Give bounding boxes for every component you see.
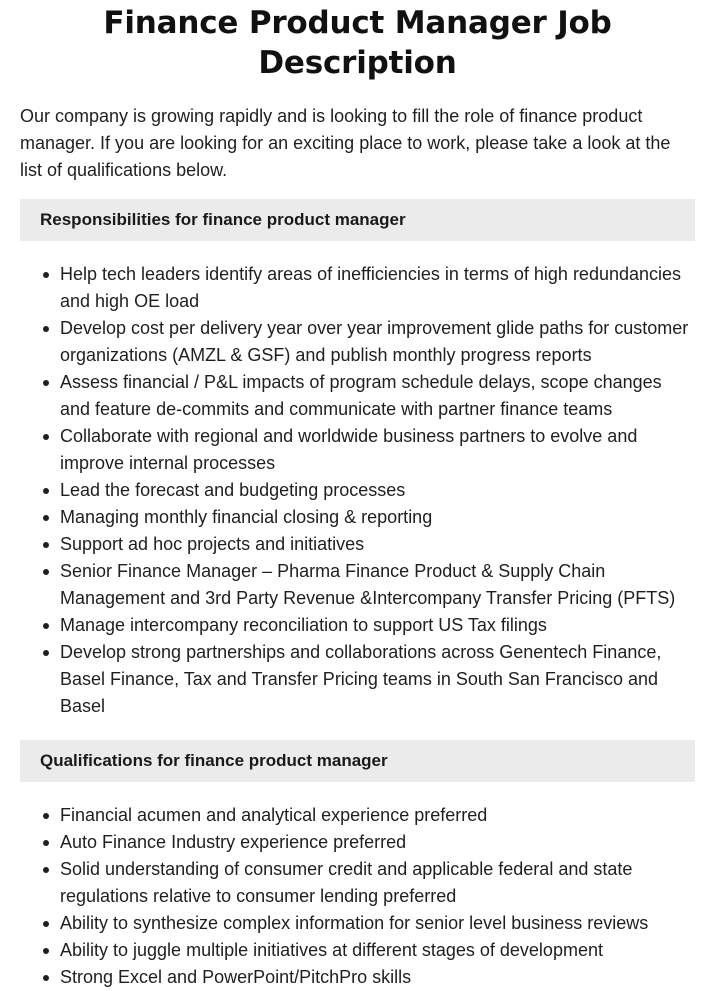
list-item: Help tech leaders identify areas of inefficiencies in terms of high redundancies and high OE load	[60, 261, 695, 315]
list-item: Senior Finance Manager – Pharma Finance Product & Supply Chain Management and 3rd Party Revenue &Intercompany Transfer Pricing (PFTS)	[60, 558, 695, 612]
list-item: Financial acumen and analytical experience preferred	[60, 802, 695, 829]
list-item: Auto Finance Industry experience preferred	[60, 829, 695, 856]
list-item: Assess financial / P&L impacts of program schedule delays, scope changes and feature de-commits and communicate with partner finance teams	[60, 369, 695, 423]
list-item: Collaborate with regional and worldwide business partners to evolve and improve internal processes	[60, 423, 695, 477]
responsibilities-list	[20, 261, 695, 720]
list-item: Ability to juggle multiple initiatives at different stages of development	[60, 937, 695, 964]
list-item: Develop cost per delivery year over year improvement glide paths for customer organizations (AMZL & GSF) and publish monthly progress reports	[60, 315, 695, 369]
intro-paragraph: Our company is growing rapidly and is looking to fill the role of finance product manager. If you are looking for an exciting place to work, please take a look at the list of qualifications below.	[20, 106, 671, 180]
list-item: Strong Excel and PowerPoint/PitchPro skills	[60, 964, 695, 991]
list-item: Develop strong partnerships and collaborations across Genentech Finance, Basel Finance, Tax and Transfer Pricing teams in South San Francisco and Basel	[60, 639, 695, 720]
qualifications-list	[20, 802, 695, 991]
responsibilities-heading: Responsibilities for finance product manager	[20, 199, 695, 241]
page-title: Finance Product Manager Job Description	[103, 5, 612, 81]
qualifications-heading: Qualifications for finance product manager	[20, 740, 695, 782]
list-item: Solid understanding of consumer credit and applicable federal and state regulations relative to consumer lending preferred	[60, 856, 695, 910]
list-item: Lead the forecast and budgeting processes	[60, 477, 695, 504]
list-item: Ability to synthesize complex information for senior level business reviews	[60, 910, 695, 937]
list-item: Manage intercompany reconciliation to support US Tax filings	[60, 612, 695, 639]
list-item: Support ad hoc projects and initiatives	[60, 531, 695, 558]
list-item: Managing monthly financial closing & reporting	[60, 504, 695, 531]
